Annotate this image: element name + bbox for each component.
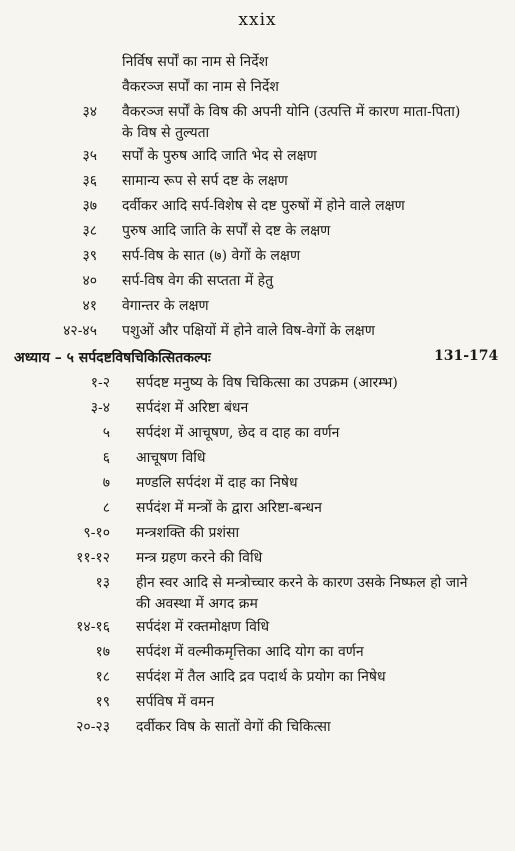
toc-entry	[0, 269, 515, 294]
toc-entry	[0, 75, 515, 100]
entry-text-line: सर्प-विष वेग की सप्तता में हेतु	[122, 273, 274, 289]
verse-number: ३८	[82, 223, 97, 239]
entry-text-line: सर्पदंश में वल्मीकमृत्तिका आदि योग का वर्णन	[136, 644, 364, 660]
toc-entry	[0, 169, 515, 194]
entry-text	[136, 617, 269, 638]
entry-text-line: वैकरञ्ज सर्पों का नाम से निर्देश	[122, 79, 279, 95]
entry-text-line: मण्डलि सर्पदंश में दाह का निषेध	[136, 475, 298, 491]
toc-entry	[0, 571, 515, 615]
entry-text-line: के विष से तुल्यता	[122, 125, 210, 141]
entry-text-line: सर्पदष्ट मनुष्य के विष चिकित्सा का उपक्रम (आरम्भ)	[136, 375, 398, 391]
entry-text	[136, 473, 298, 494]
toc-entry	[0, 50, 515, 75]
toc-entry	[0, 690, 515, 715]
verse-number: ७	[102, 475, 110, 491]
entry-text	[136, 573, 468, 615]
toc-entry	[0, 194, 515, 219]
toc-section-1	[0, 50, 515, 344]
verse-number: ११-१२	[76, 550, 110, 566]
toc-entry	[0, 396, 515, 421]
entry-text-line: दर्वीकर विष के सातों वेगों की चिकित्सा	[136, 719, 331, 735]
table-of-contents	[0, 50, 515, 740]
entry-text	[136, 717, 331, 738]
toc-entry	[0, 546, 515, 571]
entry-text-line: पुरुष आदि जाति के सर्पों से दष्ट के लक्षण	[122, 223, 331, 239]
toc-entry	[0, 371, 515, 396]
toc-entry	[0, 715, 515, 740]
toc-section-2	[0, 371, 515, 740]
entry-text	[122, 52, 268, 73]
toc-entry	[0, 615, 515, 640]
entry-text-line: वैकरञ्ज सर्पों के विष की अपनी योनि (उत्पत्ति में कारण माता-पिता)	[122, 104, 461, 120]
entry-text	[122, 321, 375, 342]
entry-text-line: सर्प-विष के सात (७) वेगों के लक्षण	[122, 248, 301, 264]
toc-entry	[0, 244, 515, 269]
verse-number: ३६	[82, 173, 97, 189]
entry-text-line: दर्वीकर आदि सर्प-विशेष से दष्ट पुरुषों में होने वाले लक्षण	[122, 198, 405, 214]
toc-entry	[0, 144, 515, 169]
entry-text	[122, 271, 273, 292]
verse-number: १७	[95, 644, 110, 660]
verse-number: ४१	[82, 298, 97, 314]
toc-entry	[0, 421, 515, 446]
toc-entry	[0, 640, 515, 665]
entry-text-line: निर्विष सर्पों का नाम से निर्देश	[122, 54, 269, 70]
toc-entry	[0, 446, 515, 471]
verse-number: ४०	[82, 273, 97, 289]
entry-text	[136, 523, 239, 544]
entry-text-line: की अवस्था में अगद क्रम	[136, 596, 258, 612]
chapter-page-range: 131-174	[434, 348, 499, 364]
chapter-heading	[0, 344, 515, 371]
verse-number: ८	[102, 500, 110, 516]
entry-text-line: आचूषण विधि	[136, 450, 206, 466]
verse-number: ३७	[82, 198, 97, 214]
entry-text	[122, 196, 405, 217]
entry-text	[136, 373, 398, 394]
entry-text	[136, 692, 214, 713]
entry-text	[122, 296, 209, 317]
entry-text-line: सामान्य रूप से सर्प दष्ट के लक्षण	[122, 173, 288, 189]
entry-text	[136, 498, 322, 519]
entry-text-line: सर्पदंश में अरिष्टा बंधन	[136, 400, 249, 416]
toc-entry	[0, 100, 515, 144]
verse-number: ३९	[82, 248, 97, 264]
verse-number: १४-१६	[76, 619, 110, 635]
verse-number: १-२	[90, 375, 110, 391]
chapter-title: अध्याय – ५ सर्पदष्टविषचिकित्सितकल्पः	[14, 350, 211, 366]
toc-entry	[0, 219, 515, 244]
toc-entry	[0, 496, 515, 521]
entry-text-line: सर्पों के पुरुष आदि जाति भेद से लक्षण	[122, 148, 317, 164]
verse-number: १३	[95, 575, 110, 591]
entry-text	[136, 548, 262, 569]
entry-text	[136, 423, 339, 444]
verse-number: ९-१०	[83, 525, 110, 541]
entry-text-line: सर्पदंश में रक्तमोक्षण विधि	[136, 619, 270, 635]
entry-text-line: मन्त्र ग्रहण करने की विधि	[136, 550, 263, 566]
toc-entry	[0, 665, 515, 690]
entry-text	[136, 398, 248, 419]
entry-text	[122, 102, 460, 144]
verse-number: ६	[102, 450, 110, 466]
entry-text	[122, 146, 317, 167]
verse-number: ५	[102, 425, 110, 441]
toc-entry	[0, 521, 515, 546]
entry-text	[122, 171, 288, 192]
page-number: xxix	[238, 10, 277, 30]
verse-number: ३५	[82, 148, 97, 164]
toc-entry	[0, 319, 515, 344]
entry-text	[136, 667, 386, 688]
entry-text-line: हीन स्वर आदि से मन्त्रोच्चार करने के कारण उसके निष्फल हो जाने	[136, 575, 468, 591]
entry-text-line: सर्पदंश में आचूषण, छेद व दाह का वर्णन	[136, 425, 340, 441]
entry-text	[136, 448, 206, 469]
entry-text-line: सर्पविष में वमन	[136, 694, 215, 710]
entry-text-line: सर्पदंश में मन्त्रों के द्वारा अरिष्टा-बन्धन	[136, 500, 322, 516]
verse-number: ४२-४५	[63, 323, 97, 339]
entry-text	[136, 642, 364, 663]
toc-entry	[0, 294, 515, 319]
verse-number: १८	[95, 669, 110, 685]
verse-number: ३-४	[90, 400, 110, 416]
verse-number: ३४	[82, 104, 97, 120]
entry-text-line: सर्पदंश में तैल आदि द्रव पदार्थ के प्रयोग का निषेध	[136, 669, 386, 685]
toc-entry	[0, 471, 515, 496]
entry-text-line: पशुओं और पक्षियों में होने वाले विष-वेगों के लक्षण	[122, 323, 375, 339]
verse-number: २०-२३	[76, 719, 110, 735]
entry-text	[122, 221, 330, 242]
entry-text-line: वेगान्तर के लक्षण	[122, 298, 209, 314]
verse-number: १९	[95, 694, 110, 710]
entry-text	[122, 77, 279, 98]
entry-text-line: मन्त्रशक्ति की प्रशंसा	[136, 525, 240, 541]
entry-text	[122, 246, 300, 267]
